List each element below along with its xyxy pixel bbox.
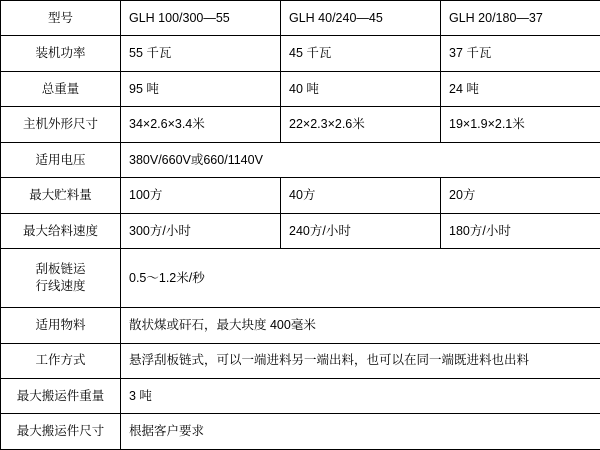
row-label: 最大搬运件重量 xyxy=(1,378,121,413)
row-label xyxy=(1,249,121,308)
installed-power-row xyxy=(1,36,600,71)
row-label-line-1: 刮板链运 xyxy=(35,262,86,277)
row-label: 总重量 xyxy=(1,71,121,106)
max-storage-value-1: 100方 xyxy=(121,178,281,213)
max-transport-size-row xyxy=(1,414,600,450)
installed-power-value-3: 37 千瓦 xyxy=(441,36,600,71)
model-value-1: GLH 100/300—55 xyxy=(121,1,281,36)
specification-table-body xyxy=(1,1,600,450)
chain-speed-value: 0.5～1.2米/秒 xyxy=(121,249,600,308)
max-feed-speed-row xyxy=(1,213,600,248)
max-transport-size-value: 根据客户要求 xyxy=(121,414,600,450)
voltage-value: 380V/660V或660/1140V xyxy=(121,142,600,177)
max-storage-value-3: 20方 xyxy=(441,178,600,213)
total-weight-value-3: 24 吨 xyxy=(441,71,600,106)
row-label: 适用电压 xyxy=(1,142,121,177)
model-row xyxy=(1,1,600,36)
row-label: 主机外形尺寸 xyxy=(1,107,121,142)
total-weight-value-1: 95 吨 xyxy=(121,71,281,106)
row-label: 最大给料速度 xyxy=(1,213,121,248)
max-storage-value-2: 40方 xyxy=(281,178,441,213)
max-feed-speed-value-1: 300方/小时 xyxy=(121,213,281,248)
model-value-2: GLH 40/240—45 xyxy=(281,1,441,36)
installed-power-value-1: 55 千瓦 xyxy=(121,36,281,71)
max-feed-speed-value-2: 240方/小时 xyxy=(281,213,441,248)
max-transport-weight-row xyxy=(1,378,600,413)
row-label: 型号 xyxy=(1,1,121,36)
row-label: 装机功率 xyxy=(1,36,121,71)
voltage-row xyxy=(1,142,600,177)
row-label: 工作方式 xyxy=(1,343,121,378)
machine-dimensions-value-2: 22×2.3×2.6米 xyxy=(281,107,441,142)
row-label: 最大搬运件尺寸 xyxy=(1,414,121,450)
row-label: 最大贮料量 xyxy=(1,178,121,213)
max-storage-row xyxy=(1,178,600,213)
material-value: 散状煤或矸石，最大块度 400毫米 xyxy=(121,308,600,343)
material-row xyxy=(1,308,600,343)
work-mode-row xyxy=(1,343,600,378)
machine-dimensions-row xyxy=(1,107,600,142)
total-weight-row xyxy=(1,71,600,106)
total-weight-value-2: 40 吨 xyxy=(281,71,441,106)
row-label-line-2: 行线速度 xyxy=(35,279,86,294)
max-transport-weight-value: 3 吨 xyxy=(121,378,600,413)
work-mode-value: 悬浮刮板链式，可以一端进料另一端出料，也可以在同一端既进料也出料 xyxy=(121,343,600,378)
machine-dimensions-value-1: 34×2.6×3.4米 xyxy=(121,107,281,142)
chain-speed-row xyxy=(1,249,600,308)
installed-power-value-2: 45 千瓦 xyxy=(281,36,441,71)
row-label: 适用物料 xyxy=(1,308,121,343)
machine-dimensions-value-3: 19×1.9×2.1米 xyxy=(441,107,600,142)
model-value-3: GLH 20/180—37 xyxy=(441,1,600,36)
max-feed-speed-value-3: 180方/小时 xyxy=(441,213,600,248)
